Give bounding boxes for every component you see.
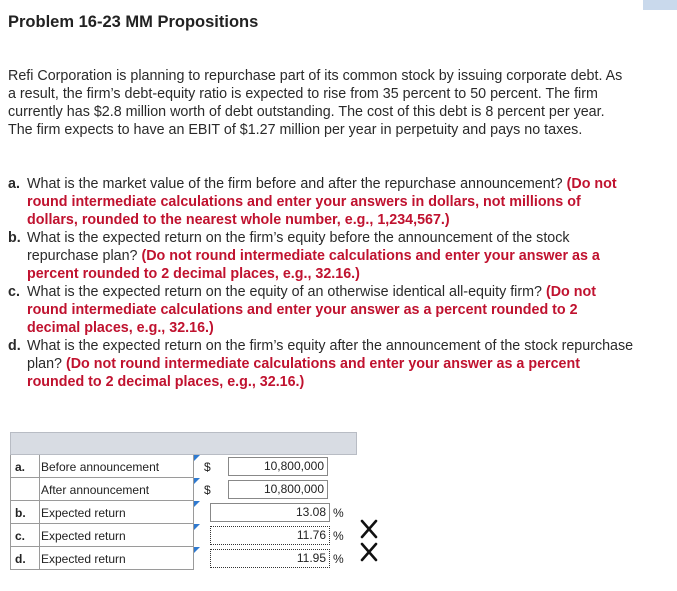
answer-table — [10, 432, 357, 570]
row-label: Expected return — [41, 529, 126, 543]
question-instruction: (Do not round intermediate calculations and enter your answer as a percent rounded to 2 decimal places, e.g., 32.16.) — [27, 356, 580, 390]
question-text: What is the expected return on the firm’s equity after the announcement of the stock repurchase plan? — [27, 338, 634, 372]
question-list — [8, 175, 634, 391]
percent-unit: % — [333, 529, 344, 543]
row-label: Before announcement — [41, 460, 160, 474]
answer-row-c — [10, 524, 357, 547]
grading-marks — [360, 519, 380, 565]
question-text: What is the market value of the firm before and after the repurchase announcement? — [27, 176, 567, 192]
question-d — [8, 337, 634, 391]
row-label: After announcement — [41, 483, 150, 497]
question-a — [8, 175, 634, 229]
edit-marker-icon — [193, 524, 203, 547]
problem-title: Problem 16-23 MM Propositions — [8, 13, 259, 31]
row-letter: b. — [15, 506, 26, 520]
answer-row-d — [10, 547, 357, 570]
answer-input-a-after[interactable]: 10,800,000 — [228, 480, 328, 499]
answer-input-b[interactable]: 13.08 — [210, 503, 330, 522]
percent-unit: % — [333, 552, 344, 566]
question-instruction: (Do not round intermediate calculations and enter your answers in dollars, not millions of dollars, rounded to the nearest whole number, e.g., 1,234,567.) — [27, 176, 617, 228]
question-letter: b. — [8, 230, 21, 246]
edit-marker-icon — [193, 547, 203, 570]
edit-marker-icon — [193, 478, 203, 501]
answer-row-b — [10, 501, 357, 524]
answer-table-header — [10, 432, 357, 455]
question-letter: a. — [8, 176, 20, 192]
row-label: Expected return — [41, 506, 126, 520]
problem-intro: Refi Corporation is planning to repurchase part of its common stock by issuing corporate debt. As a result, the firm’s debt-equity ratio is expected to rise from 35 percent to 50 percent. The firm currently has $2.8 million worth of debt outstanding. The cost of this debt is 8 percent per year. The firm expects to have an EBIT of $1.27 million per year in perpetuity and pays no taxes. — [8, 68, 623, 138]
currency-symbol: $ — [204, 460, 211, 474]
question-text: What is the expected return on the firm’s equity before the announcement of the stock repurchase plan? — [27, 230, 570, 264]
incorrect-x-icon — [360, 519, 378, 539]
percent-unit: % — [333, 506, 344, 520]
question-letter: c. — [8, 284, 20, 300]
question-c — [8, 283, 634, 337]
currency-symbol: $ — [204, 483, 211, 497]
question-letter: d. — [8, 338, 21, 354]
question-instruction: (Do not round intermediate calculations and enter your answer as a percent rounded to 2 decimal places, e.g., 32.16.) — [27, 284, 596, 336]
question-text: What is the expected return on the equity of an otherwise identical all-equity firm? — [27, 284, 546, 300]
edit-marker-icon — [193, 455, 203, 478]
row-letter: c. — [15, 529, 26, 543]
answer-row-a-before — [10, 455, 357, 478]
row-letter: d. — [15, 552, 26, 566]
question-b — [8, 229, 634, 283]
incorrect-x-icon — [360, 542, 378, 562]
answer-input-c[interactable]: 11.76 — [210, 526, 330, 545]
answer-input-d[interactable]: 11.95 — [210, 549, 330, 568]
edit-marker-icon — [193, 501, 203, 524]
answer-input-a-before[interactable]: 10,800,000 — [228, 457, 328, 476]
row-letter: a. — [15, 460, 26, 474]
answer-row-a-after — [10, 478, 357, 501]
row-label: Expected return — [41, 552, 126, 566]
question-instruction: (Do not round intermediate calculations and enter your answer as a percent rounded to 2 decimal places, e.g., 32.16.) — [27, 248, 600, 282]
corner-tab[interactable] — [643, 0, 677, 10]
